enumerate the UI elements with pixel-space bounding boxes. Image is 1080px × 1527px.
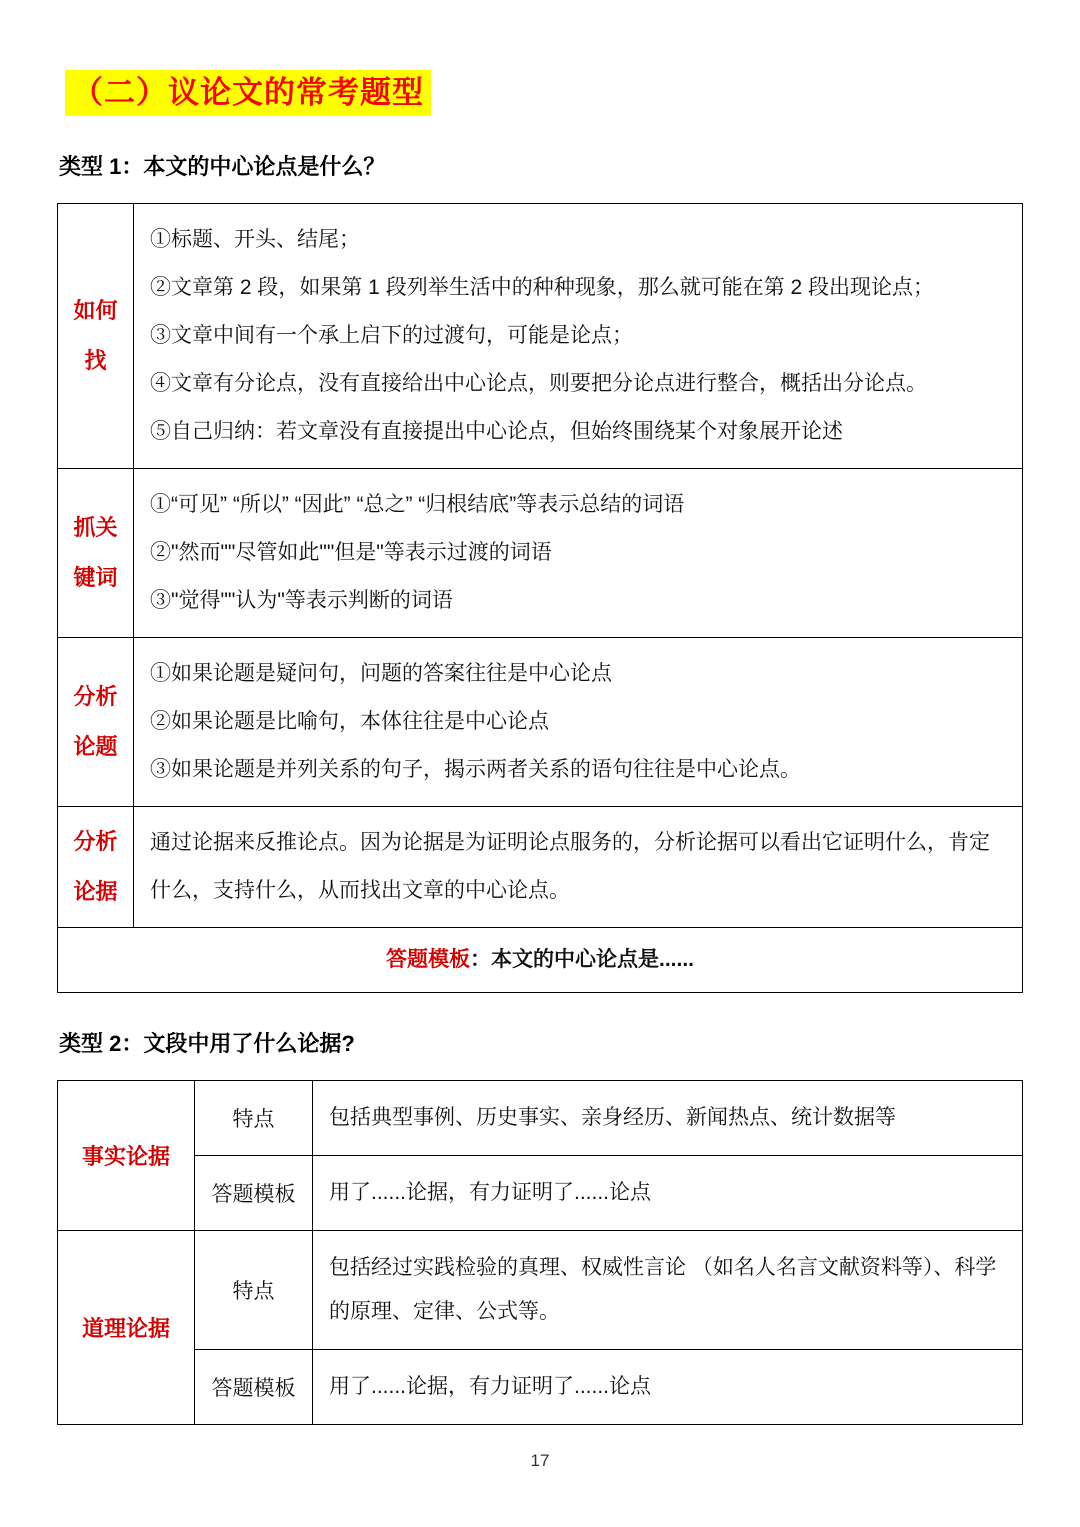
type2-table: [57, 1080, 1023, 1425]
content-line: ①如果论题是疑问句，问题的答案往往是中心论点: [150, 662, 612, 686]
row-content-analyze-evidence: [134, 807, 1023, 928]
label-answer-template: 答题模板: [195, 1155, 313, 1230]
row-content-how-to-find: [134, 204, 1023, 469]
type2-heading: 类型 2：文段中用了什么论据?: [59, 1030, 355, 1056]
answer-template-cell: [58, 928, 1023, 993]
row-header-analyze-topic: 分析论题: [58, 638, 134, 807]
category-theoretical-evidence: 道理论据: [58, 1230, 195, 1424]
row-content-analyze-topic: [134, 638, 1023, 807]
label-answer-template: 答题模板: [195, 1349, 313, 1424]
content-line: ①标题、开头、结尾；: [150, 228, 360, 252]
answer-template-label: 答题模板: [385, 948, 470, 972]
table-row-factual-feature: [58, 1080, 1023, 1155]
content-line: ③文章中间有一个承上启下的过渡句，可能是论点；: [150, 324, 633, 348]
type1-table: [57, 203, 1023, 993]
text-theoretical-feature: 包括经过实践检验的真理、权威性言论 （如名人名言文献资料等）、科学的原理、定律、公式等。: [313, 1230, 1023, 1349]
content-line: ②文章第 2 段，如果第 1 段列举生活中的种种现象，那么就可能在第 2 段出现论点；: [150, 276, 935, 300]
table-row-analyze-topic: [58, 638, 1023, 807]
text-theoretical-template: 用了......论据，有力证明了......论点: [313, 1349, 1023, 1424]
content-line: ②"然而""尽管如此""但是"等表示过渡的词语: [150, 541, 552, 565]
page-number: 17: [530, 1451, 550, 1470]
content-line: ③"觉得""认为"等表示判断的词语: [150, 589, 453, 613]
row-header-how-to-find: 如何找: [58, 204, 134, 469]
table-row-answer-template: [58, 928, 1023, 993]
row-header-analyze-evidence: 分析论据: [58, 807, 134, 928]
label-feature: 特点: [195, 1230, 313, 1349]
table-row-keywords: [58, 469, 1023, 638]
label-feature: 特点: [195, 1080, 313, 1155]
content-line: ⑤自己归纳：若文章没有直接提出中心论点，但始终围绕某个对象展开论述: [150, 420, 843, 444]
content-line: ③如果论题是并列关系的句子，揭示两者关系的语句往往是中心论点。: [150, 758, 801, 782]
table-row-theoretical-template: [58, 1349, 1023, 1424]
row-content-keywords: [134, 469, 1023, 638]
category-factual-evidence: 事实论据: [58, 1080, 195, 1230]
content-line: ④文章有分论点，没有直接给出中心论点，则要把分论点进行整合，概括出分论点。: [150, 372, 927, 396]
content-paragraph: 通过论据来反推论点。因为论据是为证明论点服务的，分析论据可以看出它证明什么，肯定什么，支持什么，从而找出文章的中心论点。: [150, 831, 990, 903]
table-row-factual-template: [58, 1155, 1023, 1230]
content-line: ①“可见” “所以” “因此” “总之” “归根结底”等表示总结的词语: [150, 493, 685, 517]
text-factual-template: 用了......论据，有力证明了......论点: [313, 1155, 1023, 1230]
table-row-theoretical-feature: [58, 1230, 1023, 1349]
answer-template-text: ：本文的中心论点是......: [469, 948, 694, 972]
table-row-how-to-find: [58, 204, 1023, 469]
row-header-keywords: 抓关键词: [58, 469, 134, 638]
text-factual-feature: 包括典型事例、历史事实、亲身经历、新闻热点、统计数据等: [313, 1080, 1023, 1155]
content-line: ②如果论题是比喻句，本体往往是中心论点: [150, 710, 549, 734]
page-title: （二）议论文的常考题型: [65, 70, 431, 116]
table-row-analyze-evidence: [58, 807, 1023, 928]
type1-heading: 类型 1：本文的中心论点是什么？: [59, 154, 386, 180]
